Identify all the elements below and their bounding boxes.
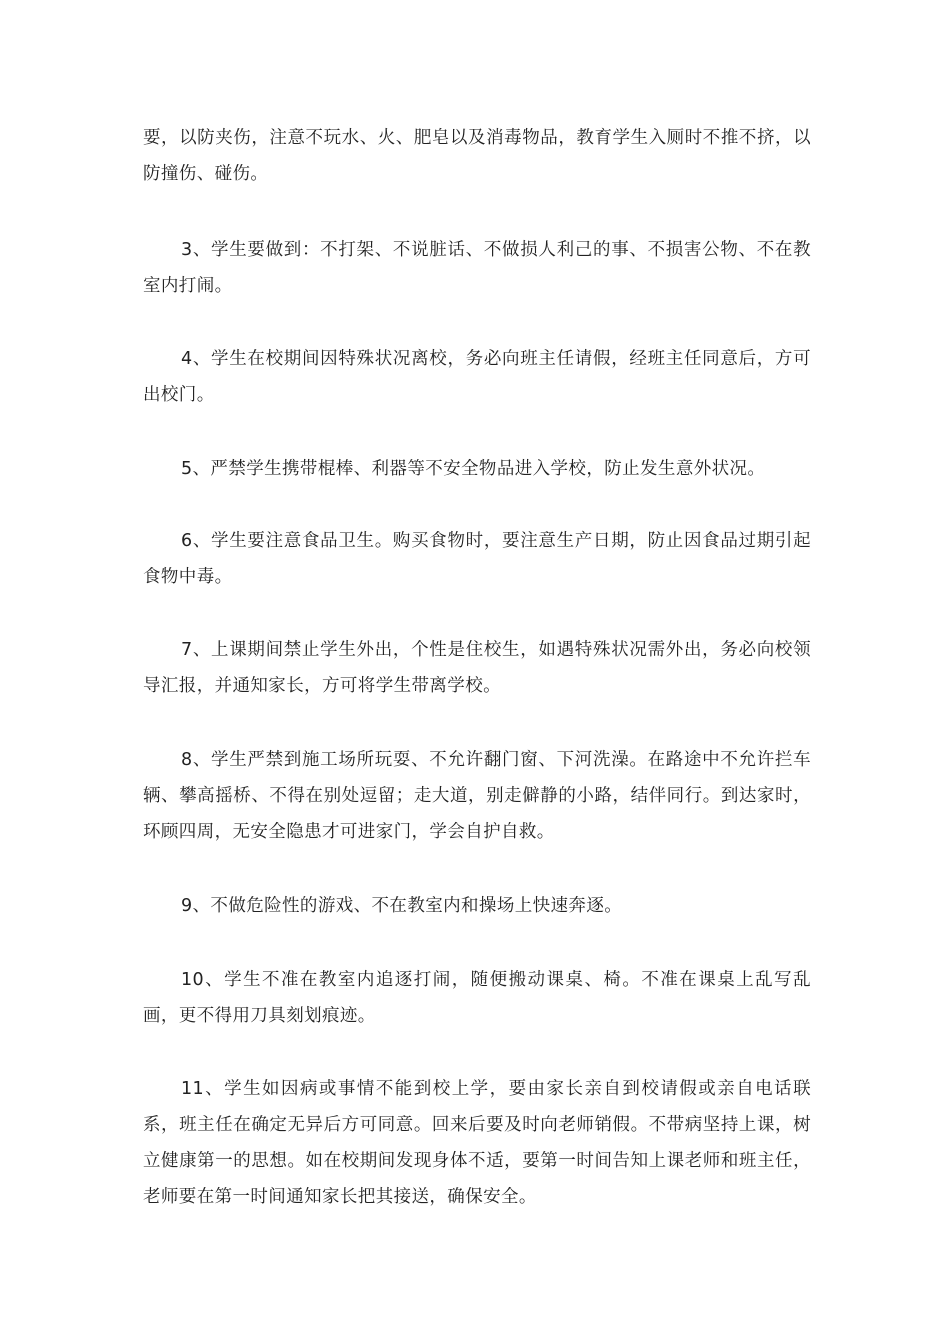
paragraph-item-3: 3、学生要做到：不打架、不说脏话、不做损人利己的事、不损害公物、不在教室内打闹。 — [143, 240, 811, 296]
paragraph-item-4: 4、学生在校期间因特殊状况离校，务必向班主任请假，经班主任同意后，方可出校门。 — [143, 349, 811, 405]
paragraph-item-5: 5、严禁学生携带棍棒、利器等不安全物品进入学校，防止发生意外状况。 — [181, 459, 766, 479]
paragraph-item-8: 8、学生严禁到施工场所玩耍、不允许翻门窗、下河洗澡。在路途中不允许拦车辆、攀高摇桥、不得在别处逗留；走大道，别走僻静的小路，结伴同行。到达家时，环顾四周，无安全隐患才可进家门，学会自护自救。 — [143, 750, 811, 842]
paragraph-item-11: 11、学生如因病或事情不能到校上学，要由家长亲自到校请假或亲自电话联系，班主任在确定无异后方可同意。回来后要及时向老师销假。不带病坚持上课，树立健康第一的思想。如在校期间发现身体不适，要第一时间告知上课老师和班主任，老师要在第一时间通知家长把其接送，确保安全。 — [143, 1079, 811, 1207]
paragraph-item-9: 9、不做危险性的游戏、不在教室内和操场上快速奔逐。 — [181, 896, 623, 916]
paragraph-item-10: 10、学生不准在教室内追逐打闹，随便搬动课桌、椅。不准在课桌上乱写乱画，更不得用刀具刻划痕迹。 — [143, 970, 811, 1026]
paragraph-item-6: 6、学生要注意食品卫生。购买食物时，要注意生产日期，防止因食品过期引起食物中毒。 — [143, 531, 811, 587]
paragraph-item-7: 7、上课期间禁止学生外出，个性是住校生，如遇特殊状况需外出，务必向校领导汇报，并通知家长，方可将学生带离学校。 — [143, 640, 811, 696]
paragraph-continuation: 要，以防夹伤，注意不玩水、火、肥皂以及消毒物品，教育学生入厕时不推不挤，以防撞伤、碰伤。 — [143, 128, 811, 184]
